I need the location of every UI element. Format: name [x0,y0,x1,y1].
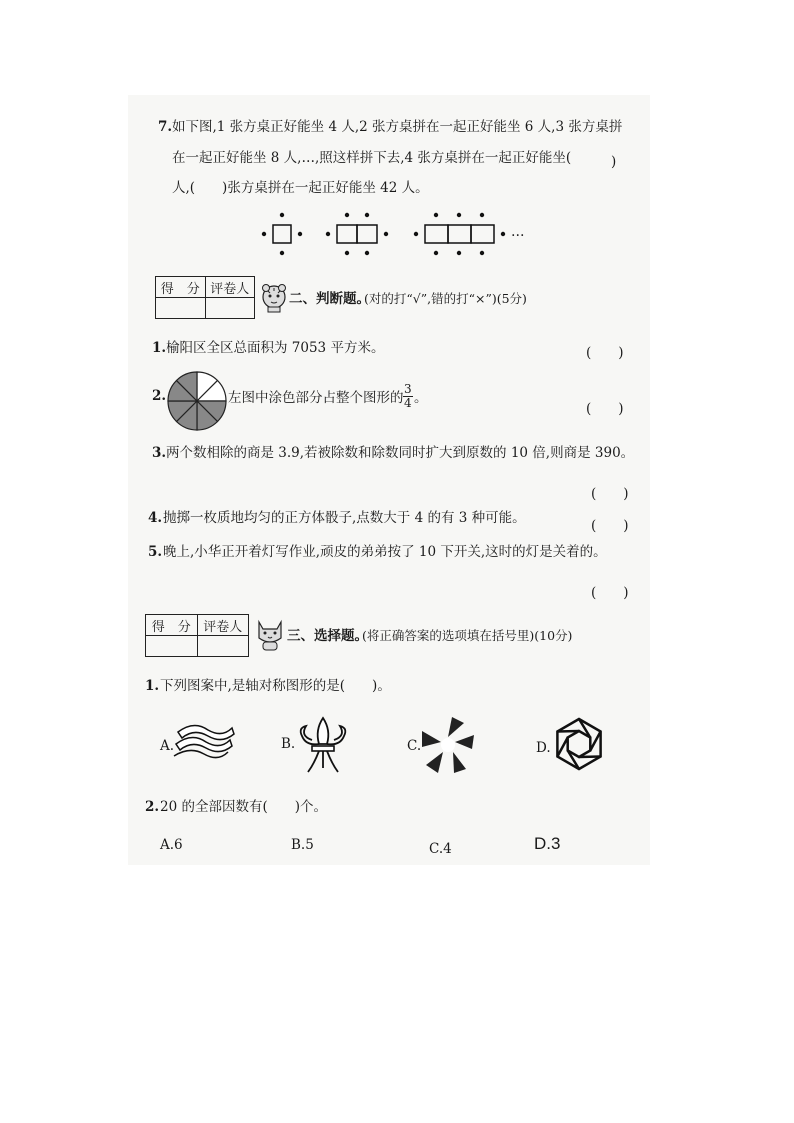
option-a-label[interactable]: A. [160,738,175,754]
s2-q4-text: 抛掷一枚质地均匀的正方体骰子,点数大于 4 的有 3 种可能。 [163,510,526,526]
s2-q2-text: 左图中涂色部分占整个图形的 [228,390,404,406]
s2-q1-text: 榆阳区全区总面积为 7053 平方米。 [166,340,385,356]
q7-line2: 在一起正好能坐 8 人,…,照这样拼下去,4 张方桌拼在一起正好能坐( [172,150,572,166]
s2-q2-answer-paren[interactable]: ( ) [586,401,624,417]
s2-q5-number: 5. [148,544,163,560]
shaded-circle-figure [166,370,228,432]
s2-q2-tail: 。 [414,390,428,406]
fraction-denominator: 4 [404,395,412,410]
hexagon-spiral-figure[interactable] [551,716,607,772]
grader-label: 评卷人 [197,615,249,636]
s2-q3-answer-paren[interactable]: ( ) [591,486,629,502]
option-d-label[interactable]: D. [536,740,551,756]
fleur-de-lis-figure[interactable] [294,716,352,776]
s2-q4-answer-paren[interactable]: ( ) [591,518,629,534]
q7-line1: 如下图,1 张方桌正好能坐 4 人,2 张方桌拼在一起正好能坐 6 人,3 张方桌拼 [172,119,623,135]
s3-q2-option-b[interactable]: B.5 [291,837,314,853]
s3-q2-option-a[interactable]: A.6 [160,837,183,853]
score-box-section2 [155,276,255,319]
s3-q2-option-c[interactable]: C.4 [429,841,452,857]
fraction-three-quarters [403,383,413,409]
s2-q1-answer-paren[interactable]: ( ) [586,345,624,361]
s2-q1-number: 1. [152,340,167,356]
s2-q3-text: 两个数相除的商是 3.9,若被除数和除数同时扩大到原数的 10 倍,则商是 390。 [166,445,635,461]
s3-q1-number: 1. [145,678,160,694]
q7-number: 7. [158,119,173,135]
s3-q1-text: 下列图案中,是轴对称图形的是( )。 [160,678,391,694]
s2-q5-text: 晚上,小华正开着灯写作业,顽皮的弟弟按了 10 下开关,这时的灯是关着的。 [163,544,607,560]
grader-cell[interactable] [197,636,249,657]
two-tables-figure [326,213,388,255]
wave-pattern-figure[interactable] [172,720,236,764]
fraction-numerator: 3 [404,382,412,396]
section2-title: 二、判断题。 [289,291,370,307]
section3-instruction: (将正确答案的选项填在括号里)(10分) [362,628,573,643]
q7-line2-close: ) [611,154,617,170]
pinwheel-star-figure[interactable] [420,714,476,776]
tiger-mascot-icon [259,283,289,313]
section2-instruction: (对的打“√”,错的打“×”)(5分) [364,291,527,306]
s3-q2-text: 20 的全部因数有( )个。 [160,799,328,815]
option-c-label[interactable]: C. [407,738,422,754]
score-label: 得 分 [146,615,198,636]
tables-diagram [255,208,530,260]
score-label: 得 分 [156,277,206,298]
s3-q2-option-d[interactable]: D.3 [534,834,561,853]
s2-q2-number: 2. [152,388,167,404]
grader-label: 评卷人 [205,277,255,298]
score-cell[interactable] [146,636,198,657]
section3-title: 三、选择题。 [287,628,368,644]
cat-mascot-icon [254,618,286,652]
s2-q5-answer-paren[interactable]: ( ) [591,585,629,601]
three-tables-figure [414,213,505,255]
s2-q4-number: 4. [148,510,163,526]
s3-q2-number: 2. [145,799,160,815]
tables-ellipsis: … [511,224,525,240]
score-cell[interactable] [156,298,206,319]
score-box-section3 [145,614,249,657]
q7-line3: 人,( )张方桌拼在一起正好能坐 42 人。 [172,180,429,196]
s2-q3-number: 3. [152,445,167,461]
option-b-label[interactable]: B. [281,736,296,752]
one-table-figure [262,213,302,255]
grader-cell[interactable] [205,298,255,319]
